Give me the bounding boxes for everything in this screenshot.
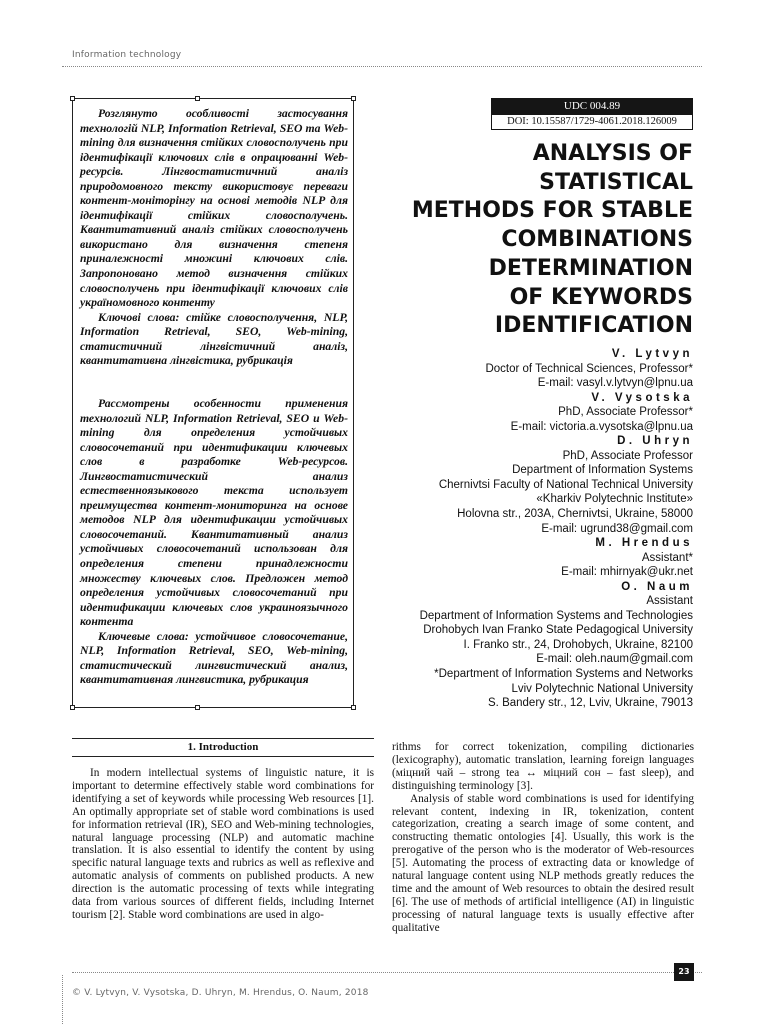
frame-corner-marker bbox=[351, 96, 356, 101]
author-name: M. Hrendus bbox=[595, 537, 693, 550]
frame-corner-marker bbox=[351, 705, 356, 710]
running-head: Information technology bbox=[72, 50, 182, 60]
section-rule bbox=[72, 756, 374, 757]
author-affiliation: Doctor of Technical Sciences, Professor* bbox=[485, 362, 693, 375]
author-block bbox=[363, 347, 693, 711]
section-rule bbox=[72, 738, 374, 739]
author-address: I. Franko str., 24, Drohobych, Ukraine, 82100 bbox=[463, 638, 693, 651]
header-divider bbox=[62, 66, 702, 67]
author-affiliation: Assistant* bbox=[641, 551, 693, 564]
section-heading: 1. Introduction bbox=[187, 741, 259, 753]
author-affiliation: PhD, Associate Professor bbox=[562, 449, 693, 462]
author-name: O. Naum bbox=[621, 580, 693, 593]
footer-divider bbox=[72, 972, 702, 973]
body-paragraph: In modern intellectual systems of linguistic nature, it is important to determine effectively stable word combinations for identifying a set of keywords while processing Web resources [1]. An optimally appropriate set of stable word combinations is used for information retrieval (IR), SEO and Web-mining technologies, natural language processing (NLP) and automatic machine translation. It is also essential to identify the content by using specific natural language texts and rubrics as well as reflexive and automatic analysis of comments on published products. A new direction is the automatic processing of texts while integrating data from various sources of different fields, including Internet tourism [2]. Stable word combinations are used in algo- bbox=[72, 767, 374, 921]
author-affiliation: PhD, Associate Professor* bbox=[558, 406, 693, 419]
title-line: METHODS FOR STABLE bbox=[411, 198, 693, 224]
doi-label: DOI: 10.15587/1729-4061.2018.126009 bbox=[491, 114, 693, 130]
body-paragraph-continuation: rithms for correct tokenization, compiling dictionaries (lexicography), automatic translation, learning foreign languages (міцний чай – strong tea ↔ міцний сон – fast sleep), and distinguishing terminology [3]. bbox=[392, 741, 694, 792]
title-line: COMBINATIONS bbox=[501, 227, 693, 253]
title-line: OF KEYWORDS bbox=[509, 284, 693, 310]
frame-marker bbox=[195, 96, 200, 101]
abstract-body: Рассмотрены особенности применения технологий NLP, Information Retrieval, SEO и Web-mining для определения устойчивых словосочетаний при идентификации ключевых слов в разработке Web-ресурсов. Лингвостатистический анализ естественноязыкового текста использует преимущества контент-мониторинга на основе методов NLP для идентификации устойчивых словосочетаний. Квантитативный анализ устойчивых словосочетаний использован для определения степени принадлежности множеству ключевых слов. Предложен метод определения устойчивых словосочетаний при идентификации ключевых слов украиноязычного контента bbox=[80, 397, 348, 629]
title-line: ANALYSIS OF bbox=[532, 141, 693, 166]
author-address: Holovna str., 203A, Chernivtsi, Ukraine, 58000 bbox=[457, 508, 693, 521]
author-affiliation: Drohobych Ivan Franko State Pedagogical University bbox=[423, 624, 693, 637]
body-paragraph: Analysis of stable word combinations is used for identifying relevant content, indexing in IR, tokenization, content categorization, creating a search image of some content, and constructing thematic ontologies [4]. Usually, this work is the prerogative of the person who is the moderator of Web-resources [5]. Automating the process of extracting data or knowledge of natural language content using NLP methods greatly reduces the time and the amount of Web resources to obtain the desired result [6]. The use of methods of artificial intelligence (AI) in linguistic processing of natural language texts is usually effective after qualitative bbox=[392, 792, 694, 934]
article-title bbox=[373, 140, 693, 341]
author-email: E-mail: oleh.naum@gmail.com bbox=[536, 653, 693, 666]
copyright-notice: © V. Lytvyn, V. Vysotska, D. Uhryn, M. Hrendus, O. Naum, 2018 bbox=[72, 988, 369, 998]
udc-label: UDC 004.89 bbox=[491, 98, 693, 114]
frame-corner-marker bbox=[70, 96, 75, 101]
body-column-right bbox=[392, 741, 694, 935]
author-name: V. Vysotska bbox=[591, 391, 693, 404]
abstract-keywords: Ключові слова: стійке словосполучення, NLP, Information Retrieval, SEO, Web-mining, статистичний лінгвістичний аналіз, квантитативна лінгвістика, рубрикація bbox=[80, 310, 348, 368]
author-email: E-mail: mhirnyak@ukr.net bbox=[561, 566, 693, 579]
page-number: 23 bbox=[674, 963, 694, 981]
abstract-body: Розглянуто особливості застосування технологій NLP, Information Retrieval, SEO та Web-mining для визначення стійких словосполучень при ідентифікації ключових слів в опрацюванні Web-ресурсів. Лінгвостатистичний аналіз природомовного тексту використовує переваги контент-моніторінгу на основі методів NLP для ідентифікації стійких словосполучень. Квантитативний аналіз стійких словосполучень використано для визначення степеня приналежності множині ключових слів. Запропоновано метод визначення стійких словосполучень при ідентифікації ключових слів україномовного контенту bbox=[80, 107, 348, 310]
title-line: STATISTICAL bbox=[539, 169, 693, 195]
author-affiliation: «Kharkiv Polytechnic Institute» bbox=[536, 493, 693, 506]
author-name: D. Uhryn bbox=[617, 435, 693, 448]
author-affiliation: Department of Information Systems bbox=[512, 464, 693, 477]
abstract-ukrainian bbox=[80, 107, 348, 369]
author-email: E-mail: vasyl.v.lytvyn@lpnu.ua bbox=[537, 377, 693, 390]
title-line: IDENTIFICATION bbox=[494, 313, 693, 339]
author-affiliation: Lviv Polytechnic National University bbox=[511, 682, 693, 695]
frame-corner-marker bbox=[70, 705, 75, 710]
author-name: V. Lytvyn bbox=[611, 348, 693, 360]
abstract-keywords: Ключевые слова: устойчивое словосочетание, NLP, Information Retrieval, SEO, Web-mining, статистический лингвистический анализ, квантитативная лингвистика, рубрикация bbox=[80, 629, 348, 687]
author-affiliation: Assistant bbox=[646, 595, 693, 608]
body-column-left bbox=[72, 767, 374, 922]
abstract-russian bbox=[80, 397, 348, 688]
footer-vertical-rule bbox=[62, 975, 63, 1024]
author-email: E-mail: ugrund38@gmail.com bbox=[541, 522, 693, 535]
frame-marker bbox=[195, 705, 200, 710]
author-email: E-mail: victoria.a.vysotska@lpnu.ua bbox=[510, 420, 693, 433]
author-affiliation: Department of Information Systems and Technologies bbox=[419, 609, 693, 622]
author-affiliation: Chernivtsi Faculty of National Technical University bbox=[438, 478, 693, 491]
author-affiliation: *Department of Information Systems and Networks bbox=[434, 668, 693, 681]
author-address: S. Bandery str., 12, Lviv, Ukraine, 79013 bbox=[488, 697, 693, 710]
title-line: DETERMINATION bbox=[488, 255, 693, 281]
